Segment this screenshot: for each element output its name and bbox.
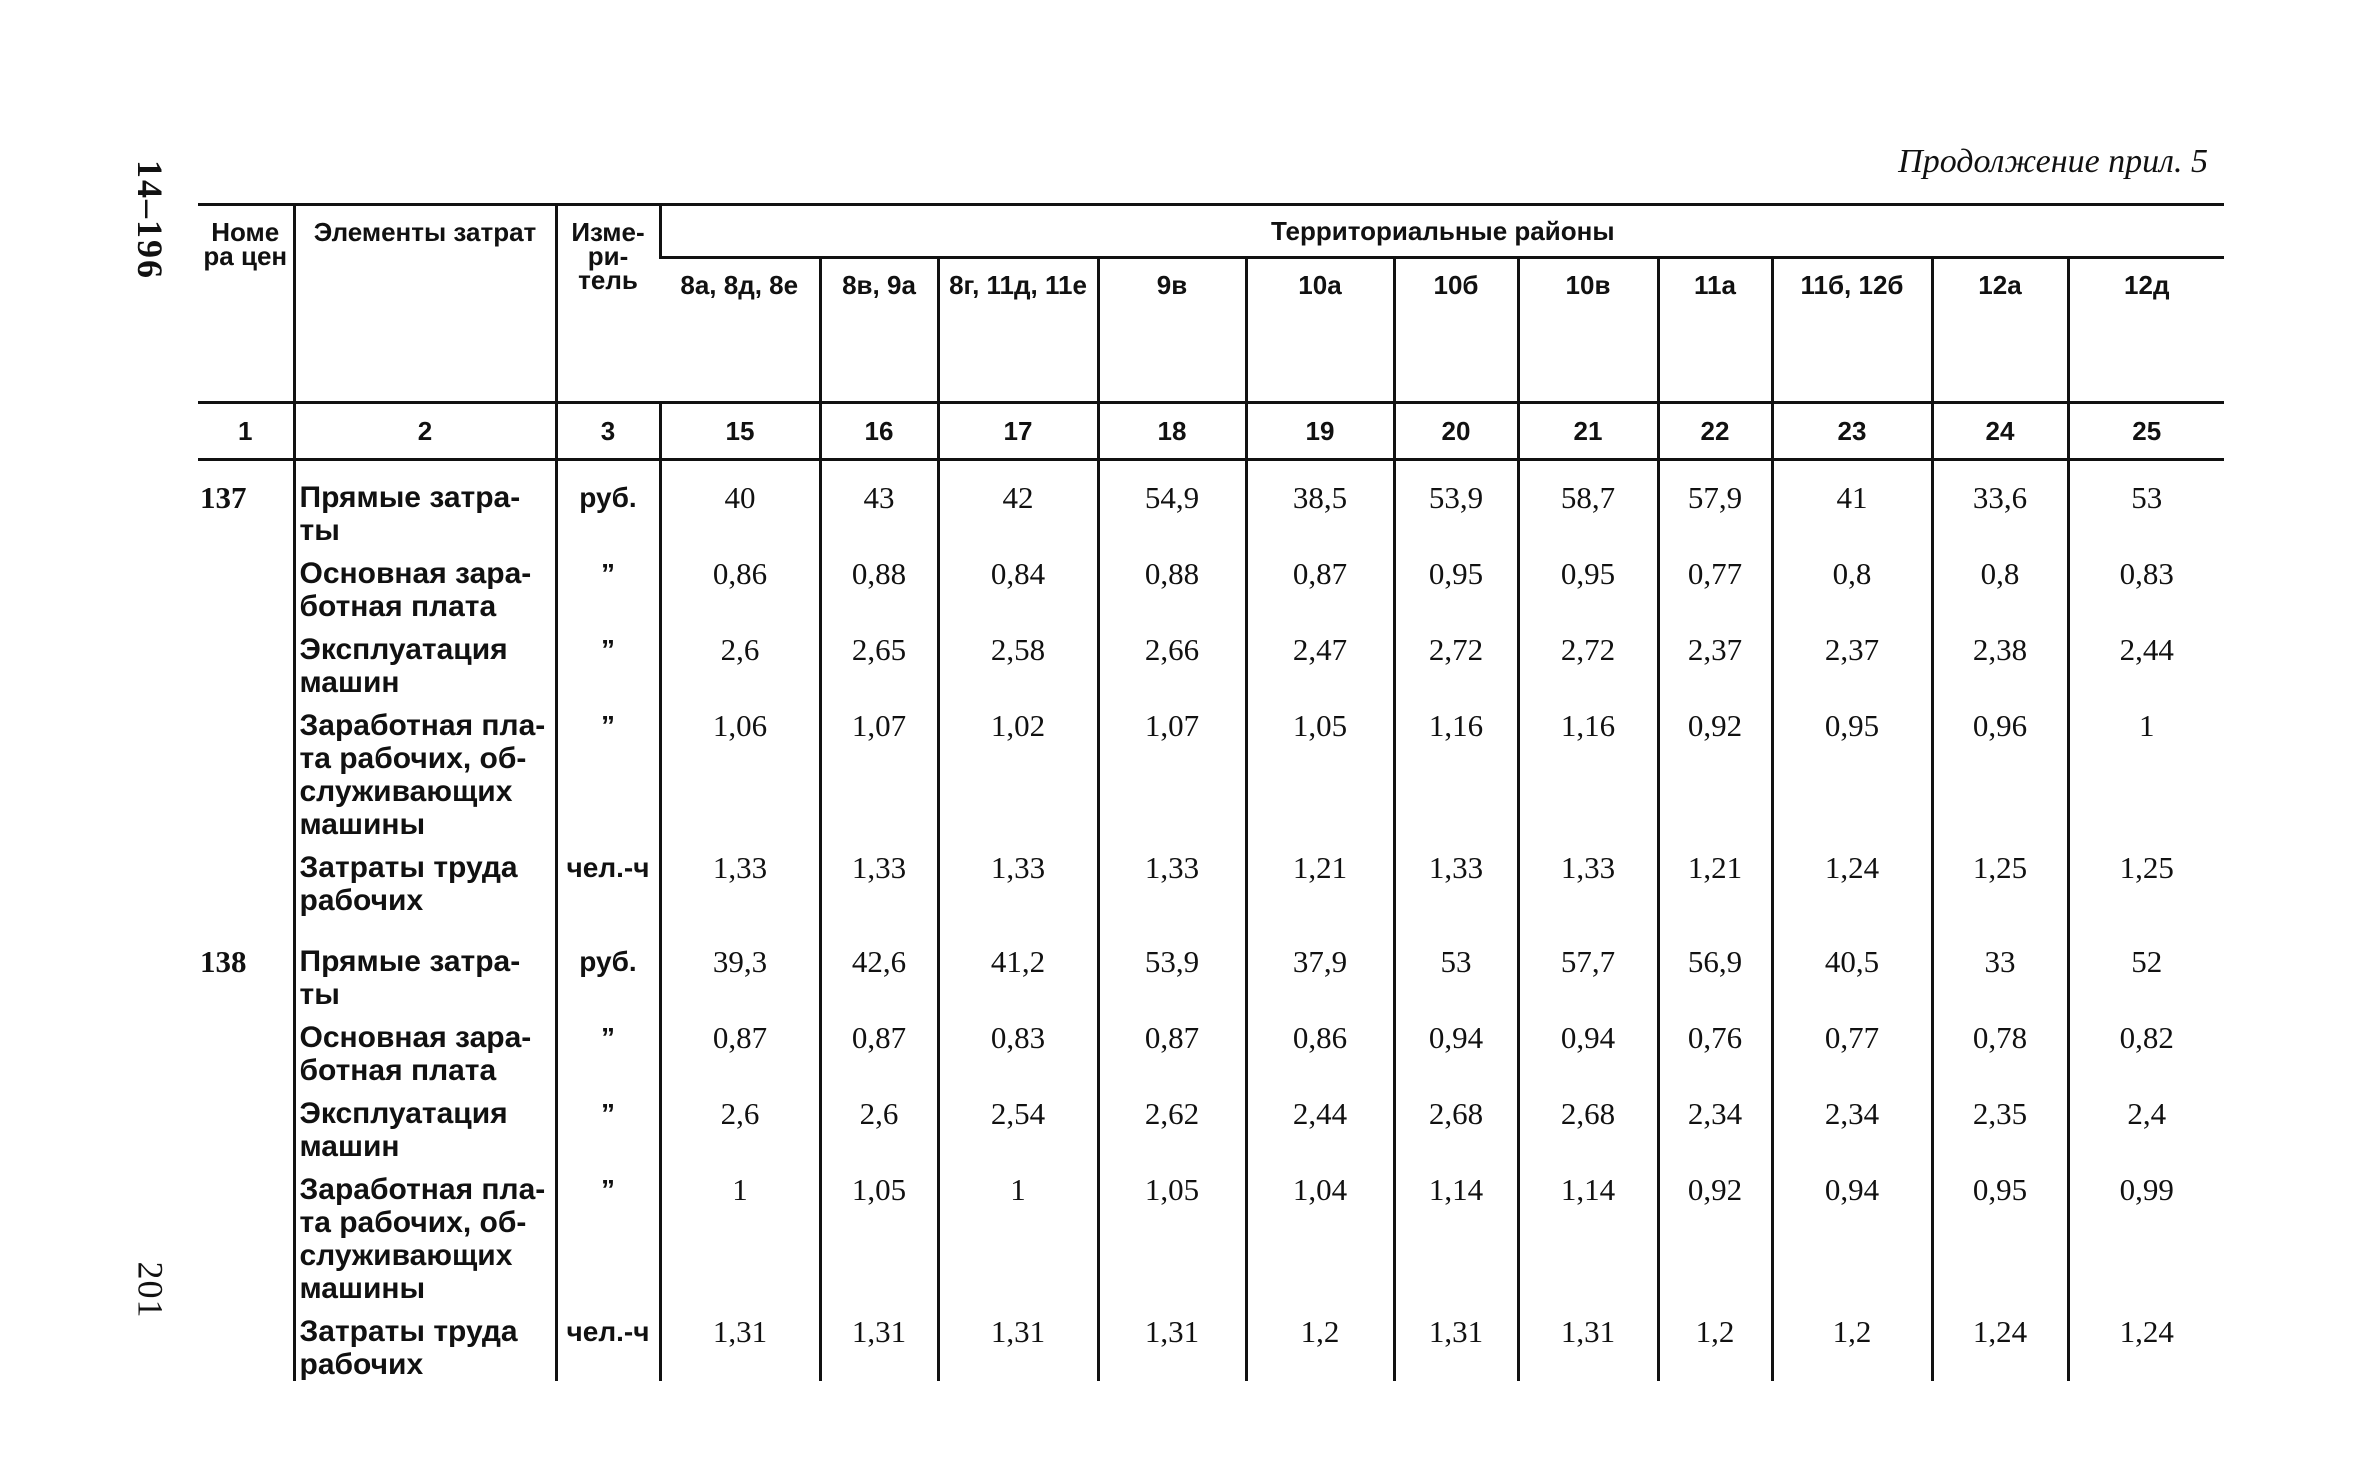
header-region: 11б, 12б: [1772, 258, 1932, 403]
unit-cell: чел.-ч: [556, 841, 660, 917]
cost-element-cell: Эксплуатация машин: [294, 623, 556, 699]
value-cell: 42: [938, 460, 1098, 548]
table-row: [198, 841, 2224, 917]
value-cell: 1,31: [1518, 1305, 1658, 1381]
price-number-cell: [198, 623, 294, 699]
value-cell: 2,44: [2068, 623, 2224, 699]
value-cell: 1,04: [1246, 1163, 1394, 1305]
value-cell: 1,05: [820, 1163, 938, 1305]
value-cell: 0,94: [1394, 1011, 1518, 1087]
value-cell: 40: [660, 460, 820, 548]
table-row: [198, 1011, 2224, 1087]
value-cell: 0,88: [1098, 547, 1246, 623]
unit-cell: ”: [556, 623, 660, 699]
value-cell: 1,16: [1518, 699, 1658, 841]
value-cell: 0,83: [938, 1011, 1098, 1087]
value-cell: 0,82: [2068, 1011, 2224, 1087]
value-cell: 1,31: [938, 1305, 1098, 1381]
value-cell: 1,2: [1772, 1305, 1932, 1381]
value-cell: 52: [2068, 917, 2224, 1011]
value-cell: 1,31: [660, 1305, 820, 1381]
column-number: 23: [1772, 403, 1932, 460]
value-cell: 2,6: [660, 623, 820, 699]
header-region: 8в, 9а: [820, 258, 938, 403]
value-cell: 1,24: [1932, 1305, 2068, 1381]
value-cell: 2,65: [820, 623, 938, 699]
value-cell: 0,94: [1518, 1011, 1658, 1087]
value-cell: 1,31: [1394, 1305, 1518, 1381]
value-cell: 1,25: [2068, 841, 2224, 917]
unit-cell: ”: [556, 699, 660, 841]
value-cell: 1,33: [820, 841, 938, 917]
value-cell: 0,92: [1658, 699, 1772, 841]
value-cell: 2,34: [1772, 1087, 1932, 1163]
header-cost-elements: Элементы затрат: [294, 205, 556, 403]
value-cell: 39,3: [660, 917, 820, 1011]
value-cell: 53: [2068, 460, 2224, 548]
header-region: 11а: [1658, 258, 1772, 403]
continuation-label: Продолжение прил. 5: [1898, 143, 2208, 180]
value-cell: 1,33: [1394, 841, 1518, 917]
value-cell: 53: [1394, 917, 1518, 1011]
page-code: [126, 150, 174, 290]
value-cell: 57,7: [1518, 917, 1658, 1011]
value-cell: 0,99: [2068, 1163, 2224, 1305]
value-cell: 2,4: [2068, 1087, 2224, 1163]
column-number: 2: [294, 403, 556, 460]
value-cell: 0,87: [660, 1011, 820, 1087]
value-cell: 0,86: [660, 547, 820, 623]
value-cell: 40,5: [1772, 917, 1932, 1011]
column-number: 16: [820, 403, 938, 460]
value-cell: 2,66: [1098, 623, 1246, 699]
value-cell: 33,6: [1932, 460, 2068, 548]
price-number-cell: [198, 547, 294, 623]
value-cell: 2,44: [1246, 1087, 1394, 1163]
header-price-number: Номе ра цен: [198, 205, 294, 403]
value-cell: 1,14: [1394, 1163, 1518, 1305]
value-cell: 0,95: [1772, 699, 1932, 841]
value-cell: 2,58: [938, 623, 1098, 699]
cost-element-cell: Прямые затра- ты: [294, 917, 556, 1011]
value-cell: 2,54: [938, 1087, 1098, 1163]
value-cell: 1: [938, 1163, 1098, 1305]
value-cell: 2,47: [1246, 623, 1394, 699]
price-number-cell: 138: [200, 944, 247, 979]
value-cell: 0,95: [1932, 1163, 2068, 1305]
value-cell: 42,6: [820, 917, 938, 1011]
table-row: [198, 623, 2224, 699]
value-cell: 0,94: [1772, 1163, 1932, 1305]
page-number: [126, 1245, 174, 1335]
value-cell: 2,34: [1658, 1087, 1772, 1163]
value-cell: 2,62: [1098, 1087, 1246, 1163]
cost-table: [198, 203, 2224, 1381]
value-cell: 56,9: [1658, 917, 1772, 1011]
value-cell: 1,05: [1098, 1163, 1246, 1305]
header-region: 10в: [1518, 258, 1658, 403]
value-cell: 53,9: [1098, 917, 1246, 1011]
value-cell: 2,68: [1394, 1087, 1518, 1163]
header-numbers-row: [198, 403, 2224, 460]
value-cell: 1: [2068, 699, 2224, 841]
value-cell: 54,9: [1098, 460, 1246, 548]
column-number: 18: [1098, 403, 1246, 460]
column-number: 1: [198, 403, 294, 460]
value-cell: 0,88: [820, 547, 938, 623]
column-number: 25: [2068, 403, 2224, 460]
table-row: [198, 699, 2224, 841]
value-cell: 53,9: [1394, 460, 1518, 548]
value-cell: 1,33: [938, 841, 1098, 917]
value-cell: 0,87: [1098, 1011, 1246, 1087]
unit-cell: руб.: [556, 917, 660, 1011]
value-cell: 0,96: [1932, 699, 2068, 841]
value-cell: 1,02: [938, 699, 1098, 841]
value-cell: 0,86: [1246, 1011, 1394, 1087]
value-cell: 2,72: [1518, 623, 1658, 699]
header-region: 12д: [2068, 258, 2224, 403]
price-number-cell: [198, 699, 294, 841]
value-cell: 1,21: [1658, 841, 1772, 917]
cost-element-cell: Затраты труда рабочих: [294, 841, 556, 917]
header-region: 8г, 11д, 11е: [938, 258, 1098, 403]
value-cell: 0,76: [1658, 1011, 1772, 1087]
cost-element-cell: Прямые затра- ты: [294, 460, 556, 548]
value-cell: 0,8: [1932, 547, 2068, 623]
column-number: 22: [1658, 403, 1772, 460]
table-row: [198, 1163, 2224, 1305]
header-region: 10а: [1246, 258, 1394, 403]
unit-cell: ”: [556, 1163, 660, 1305]
table-row: [198, 917, 2224, 1011]
page-code-text: 14–196: [130, 160, 170, 280]
column-number: 24: [1932, 403, 2068, 460]
value-cell: 0,95: [1394, 547, 1518, 623]
value-cell: 0,77: [1772, 1011, 1932, 1087]
price-number-cell: [198, 841, 294, 917]
unit-cell: ”: [556, 1087, 660, 1163]
value-cell: 1,33: [1098, 841, 1246, 917]
value-cell: 57,9: [1658, 460, 1772, 548]
column-number: 15: [660, 403, 820, 460]
value-cell: 1,21: [1246, 841, 1394, 917]
value-cell: 0,87: [820, 1011, 938, 1087]
value-cell: 1,14: [1518, 1163, 1658, 1305]
price-number-cell: [198, 1305, 294, 1381]
value-cell: 1,25: [1932, 841, 2068, 917]
value-cell: 2,38: [1932, 623, 2068, 699]
value-cell: 1,31: [1098, 1305, 1246, 1381]
unit-cell: чел.-ч: [556, 1305, 660, 1381]
value-cell: 0,92: [1658, 1163, 1772, 1305]
value-cell: 2,37: [1658, 623, 1772, 699]
value-cell: 43: [820, 460, 938, 548]
value-cell: 2,6: [820, 1087, 938, 1163]
value-cell: 1,2: [1246, 1305, 1394, 1381]
header-region: 9в: [1098, 258, 1246, 403]
value-cell: 2,68: [1518, 1087, 1658, 1163]
table-row: [198, 547, 2224, 623]
column-number: 19: [1246, 403, 1394, 460]
value-cell: 1,06: [660, 699, 820, 841]
value-cell: 2,6: [660, 1087, 820, 1163]
header-region: 10б: [1394, 258, 1518, 403]
value-cell: 41: [1772, 460, 1932, 548]
value-cell: 0,8: [1772, 547, 1932, 623]
value-cell: 1,31: [820, 1305, 938, 1381]
table-row: [198, 1305, 2224, 1381]
value-cell: 1,07: [1098, 699, 1246, 841]
cost-element-cell: Основная зара- ботная плата: [294, 1011, 556, 1087]
table-row: [198, 460, 2224, 548]
price-number-cell: [198, 1087, 294, 1163]
value-cell: 38,5: [1246, 460, 1394, 548]
value-cell: 37,9: [1246, 917, 1394, 1011]
price-number-cell: 137: [200, 480, 247, 515]
cost-element-cell: Заработная пла- та рабочих, об- служивающих машины: [294, 1163, 556, 1305]
unit-cell: ”: [556, 547, 660, 623]
cost-element-cell: Основная зара- ботная плата: [294, 547, 556, 623]
page-number-text: 201: [130, 1261, 170, 1319]
value-cell: 1,33: [1518, 841, 1658, 917]
value-cell: 1,24: [1772, 841, 1932, 917]
column-number: 20: [1394, 403, 1518, 460]
header-territorial-regions: Территориальные районы: [660, 205, 2224, 258]
value-cell: 0,95: [1518, 547, 1658, 623]
value-cell: 0,84: [938, 547, 1098, 623]
value-cell: 1,2: [1658, 1305, 1772, 1381]
cost-element-cell: Затраты труда рабочих: [294, 1305, 556, 1381]
value-cell: 2,72: [1394, 623, 1518, 699]
value-cell: 1,05: [1246, 699, 1394, 841]
unit-cell: руб.: [556, 460, 660, 548]
value-cell: 0,78: [1932, 1011, 2068, 1087]
value-cell: 0,83: [2068, 547, 2224, 623]
header-region: 8а, 8д, 8е: [660, 258, 820, 403]
value-cell: 1,07: [820, 699, 938, 841]
header-unit: Изме- ри- тель: [556, 205, 660, 403]
unit-cell: ”: [556, 1011, 660, 1087]
cost-element-cell: Эксплуатация машин: [294, 1087, 556, 1163]
price-number-cell: [198, 1163, 294, 1305]
value-cell: 58,7: [1518, 460, 1658, 548]
column-number: 17: [938, 403, 1098, 460]
price-number-cell: [198, 1011, 294, 1087]
value-cell: 0,87: [1246, 547, 1394, 623]
column-number: 21: [1518, 403, 1658, 460]
header-region: 12а: [1932, 258, 2068, 403]
value-cell: 2,35: [1932, 1087, 2068, 1163]
value-cell: 33: [1932, 917, 2068, 1011]
value-cell: 1,24: [2068, 1305, 2224, 1381]
table-body: [198, 460, 2224, 1382]
value-cell: 1: [660, 1163, 820, 1305]
table-row: [198, 1087, 2224, 1163]
value-cell: 41,2: [938, 917, 1098, 1011]
value-cell: 1,33: [660, 841, 820, 917]
column-number: 3: [556, 403, 660, 460]
cost-element-cell: Заработная пла- та рабочих, об- служивающих машины: [294, 699, 556, 841]
value-cell: 2,37: [1772, 623, 1932, 699]
value-cell: 0,77: [1658, 547, 1772, 623]
value-cell: 1,16: [1394, 699, 1518, 841]
